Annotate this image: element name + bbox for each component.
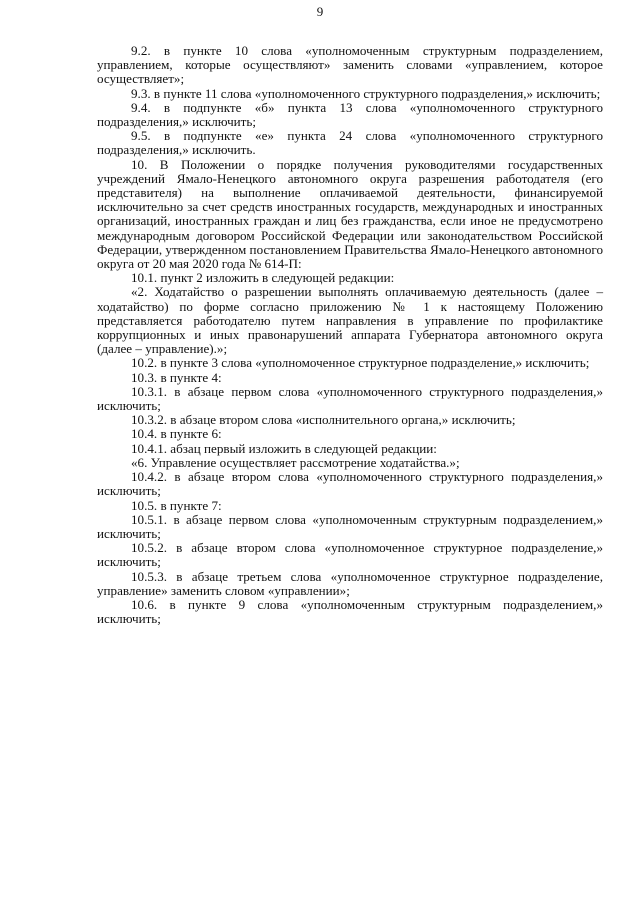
page-number: 9 — [316, 4, 324, 19]
paragraph-new-item-2: «2. Ходатайство о разрешении выполнять оплачиваемую деятельность (далее – ходатайство) по форме согласно приложению № 1 к настоящему Положению представляется работодателю путем направления в управление по профилактике коррупционных и иных правонарушений аппарата Губернатора автономного округа (далее – управление).»; — [97, 284, 603, 357]
paragraph-10-6: 10.6. в пункте 9 слова «уполномоченным структурным подразделением,» исключить; — [97, 596, 603, 627]
paragraph-10-4-1: 10.4.1. абзац первый изложить в следующей редакции: — [131, 440, 437, 456]
paragraph-10-5-2: 10.5.2. в абзаце втором слова «уполномоченное структурное подразделение,» исключить; — [97, 540, 603, 570]
paragraph-9-2: 9.2. в пункте 10 слова «уполномоченным структурным подразделением, управлением, которые осуществляют» заменить словами «управлением, которое осуществляет»; — [97, 43, 603, 87]
paragraph-10-5-1: 10.5.1. в абзаце первом слова «уполномоченным структурным подразделением,» исключить; — [97, 511, 603, 541]
paragraph-9-3: 9.3. в пункте 11 слова «уполномоченного структурного подразделения,» исключить; — [131, 85, 601, 101]
paragraph-10-2: 10.2. в пункте 3 слова «уполномоченное структурное подразделение,» исключить; — [131, 355, 590, 371]
paragraph-10-4-2: 10.4.2. в абзаце втором слова «уполномоченного структурного подразделения,» исключить; — [97, 469, 603, 499]
paragraph-10-4: 10.4. в пункте 6: — [131, 426, 222, 442]
paragraph-new-item-6: «6. Управление осуществляет рассмотрение ходатайства.»; — [131, 454, 460, 470]
paragraph-10-3-2: 10.3.2. в абзаце втором слова «исполнительного органа,» исключить; — [131, 412, 516, 428]
paragraph-9-4: 9.4. в подпункте «б» пункта 13 слова «уполномоченного структурного подразделения,» исключить; — [97, 99, 603, 130]
document-body — [97, 44, 603, 626]
paragraph-10-3: 10.3. в пункте 4: — [131, 369, 222, 385]
paragraph-10-3-1: 10.3.1. в абзаце первом слова «уполномоченного структурного подразделения,» исключить; — [97, 383, 603, 414]
paragraph-10-1: 10.1. пункт 2 изложить в следующей редакции: — [131, 270, 395, 286]
paragraph-10-5-3: 10.5.3. в абзаце третьем слова «уполномоченное структурное подразделение, управление» заменить словом «управлении»; — [97, 568, 603, 598]
paragraph-10-5: 10.5. в пункте 7: — [131, 497, 222, 513]
paragraph-10: 10. В Положении о порядке получения руководителями государственных учреждений Ямало-Ненецкого автономного округа разрешения работодателя (его представителя) на выполнение оплачиваемой деятельности, финансируемой исключительно за счет средств иностранных государств, международных и иностранных организаций, иностранных граждан и лиц без гражданства, если иное не предусмотрено международным договором Российской Федерации или законодательством Российской Федерации, утвержденном постановлением Правительства Ямало-Ненецкого автономного округа от 20 мая 2020 года № 614-П: — [97, 156, 603, 272]
paragraph-9-5: 9.5. в подпункте «е» пункта 24 слова «уполномоченного структурного подразделения,» исключить. — [97, 128, 603, 158]
